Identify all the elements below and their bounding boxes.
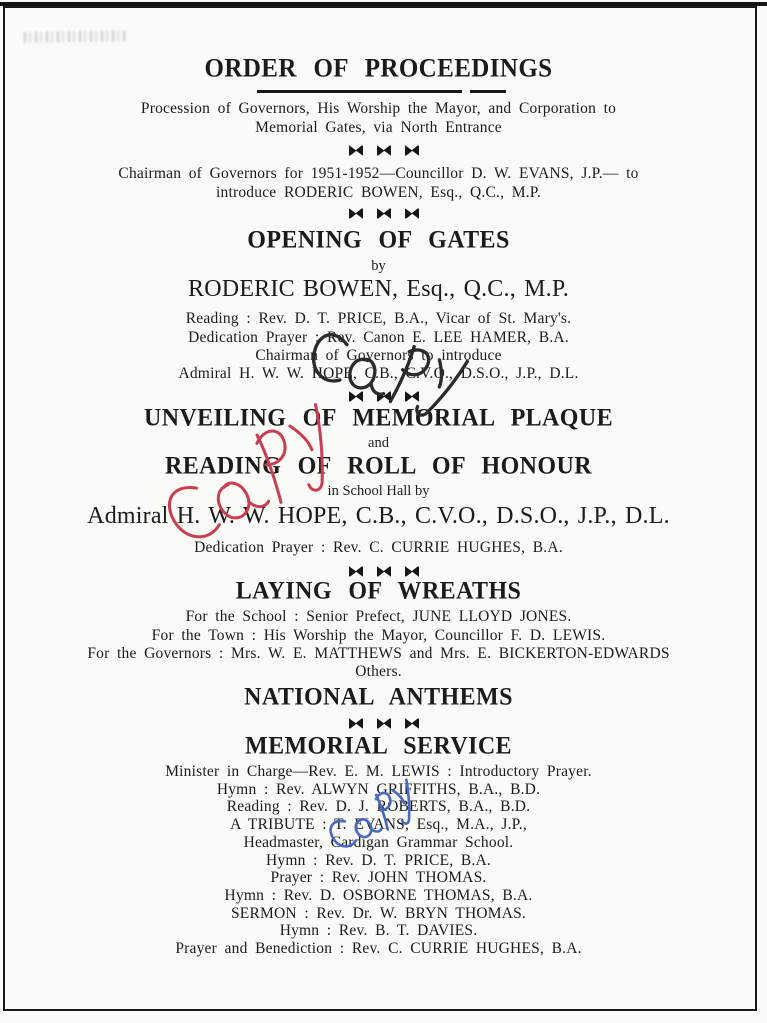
fleuron-row	[0, 204, 767, 222]
program-line: Dedication Prayer : Rev. C. CURRIE HUGHES, B.A.	[194, 539, 563, 556]
program-line: Hymn : Rev. B. T. DAVIES.	[279, 922, 478, 939]
program-line: Chairman of Governors to introduce	[255, 347, 502, 364]
fleuron-row	[0, 141, 767, 159]
section-heading-opening-of-gates: OPENING OF GATES	[247, 226, 510, 254]
bowtie-fleuron-icon	[377, 391, 391, 402]
presenter-name: RODERIC BOWEN, Esq., Q.C., M.P.	[188, 276, 569, 302]
program-line: Admiral H. W. W. HOPE, C.B., C.V.O., D.S.O., J.P., D.L.	[178, 365, 579, 382]
section-heading-anthems: NATIONAL ANTHEMS	[244, 683, 513, 711]
section-heading-roll-of-honour: READING OF ROLL OF HONOUR	[165, 452, 592, 480]
program-line: Headmaster, Cardigan Grammar School.	[243, 834, 514, 851]
program-line: Prayer : Rev. JOHN THOMAS.	[270, 869, 487, 886]
procession-line-1: Procession of Governors, His Worship the Mayor, and Corporation to	[140, 100, 617, 117]
byline: by	[371, 258, 386, 274]
bowtie-fleuron-icon	[349, 208, 363, 219]
program-line: Reading : Rev. D. J. ROBERTS, B.A., B.D.	[226, 798, 531, 815]
chairman-line-2: introduce RODERIC BOWEN, Esq., Q.C., M.P.	[216, 184, 541, 201]
program-line: Reading : Rev. D. T. PRICE, B.A., Vicar of St. Mary's.	[185, 310, 572, 327]
chairman-line-1: Chairman of Governors for 1951-1952—Councillor D. W. EVANS, J.P.— to	[118, 165, 639, 182]
section-heading-unveiling: UNVEILING OF MEMORIAL PLAQUE	[143, 404, 613, 432]
program-line: For the Governors : Mrs. W. E. MATTHEWS and Mrs. E. BICKERTON-EDWARDS	[87, 645, 670, 662]
bowtie-fleuron-icon	[349, 718, 363, 729]
program-line: Hymn : Rev. ALWYN GRIFFITHS, B.A., B.D.	[216, 781, 541, 798]
title-underline	[0, 90, 767, 93]
procession-line-2: Memorial Gates, via North Entrance	[255, 119, 502, 136]
program-line: Others.	[355, 663, 402, 680]
bowtie-fleuron-icon	[349, 566, 363, 577]
program-line: A TRIBUTE : T. EVANS, Esq., M.A., J.P.,	[230, 816, 527, 833]
section-heading-memorial-service: MEMORIAL SERVICE	[245, 732, 512, 760]
program-line: Minister in Charge—Rev. E. M. LEWIS : Introductory Prayer.	[165, 763, 592, 780]
bowtie-fleuron-icon	[349, 391, 363, 402]
fleuron-row	[0, 714, 767, 732]
program-line: Hymn : Rev. D. OSBORNE THOMAS, B.A.	[224, 887, 533, 904]
bowtie-fleuron-icon	[377, 718, 391, 729]
bowtie-fleuron-icon	[349, 145, 363, 156]
program-line: Hymn : Rev. D. T. PRICE, B.A.	[265, 852, 491, 869]
fleuron-row	[0, 387, 767, 405]
presenter-name: Admiral H. W. W. HOPE, C.B., C.V.O., D.S.O., J.P., D.L.	[87, 503, 670, 529]
bowtie-fleuron-icon	[405, 145, 419, 156]
bowtie-fleuron-icon	[377, 208, 391, 219]
bowtie-fleuron-icon	[377, 566, 391, 577]
bowtie-fleuron-icon	[405, 208, 419, 219]
bowtie-fleuron-icon	[405, 718, 419, 729]
program-line: SERMON : Rev. Dr. W. BRYN THOMAS.	[230, 905, 527, 922]
program-line: For the Town : His Worship the Mayor, Councillor F. D. LEWIS.	[151, 627, 606, 644]
bowtie-fleuron-icon	[377, 145, 391, 156]
conjunction: and	[368, 435, 389, 451]
pencil-smudge	[24, 30, 128, 42]
page-title: ORDER OF PROCEEDINGS	[204, 54, 553, 83]
program-line: Dedication Prayer : Rev. Canon E. LEE HAMER, B.A.	[188, 329, 569, 346]
bowtie-fleuron-icon	[405, 391, 419, 402]
byline: in School Hall by	[327, 483, 430, 499]
program-line: For the School : Senior Prefect, JUNE LLOYD JONES.	[185, 608, 572, 625]
program-line: Prayer and Benediction : Rev. C. CURRIE HUGHES, B.A.	[175, 940, 582, 957]
section-heading-wreaths: LAYING OF WREATHS	[235, 577, 522, 605]
bowtie-fleuron-icon	[405, 566, 419, 577]
